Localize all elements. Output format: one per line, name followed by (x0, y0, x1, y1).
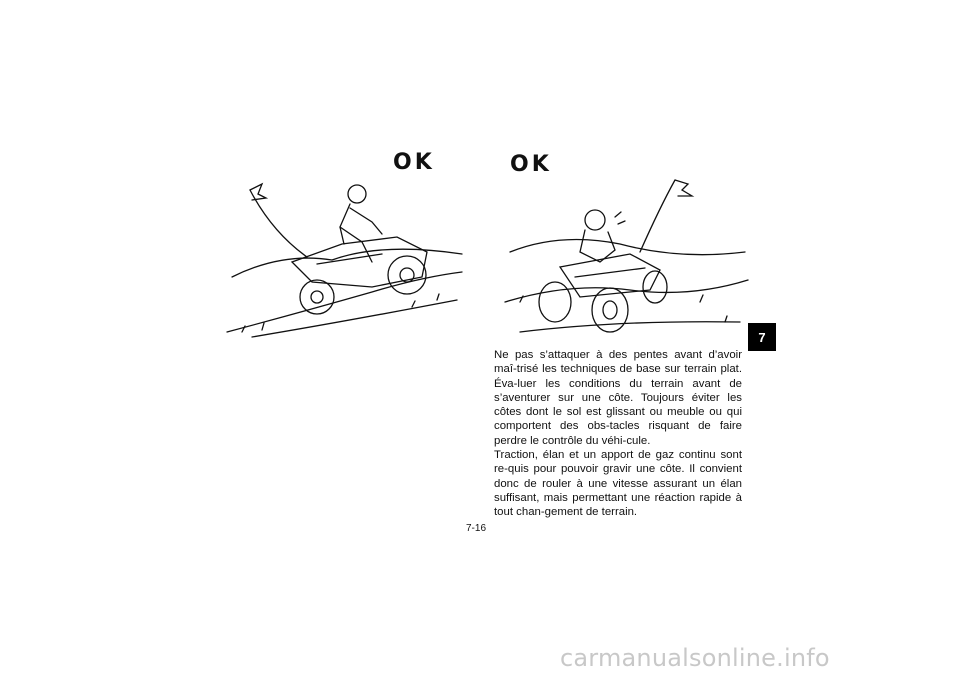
atv-uphill-illustration (222, 182, 464, 342)
ok-label-right: OK (510, 152, 552, 177)
ok-label-left: OK (393, 150, 435, 175)
watermark: carmanualsonline.info (560, 644, 830, 672)
chapter-tab: 7 (748, 323, 776, 351)
paragraph: Traction, élan et un apport de gaz continu sont re-quis pour pouvoir gravir une côte. Il convient donc de rouler à une vitesse assurant un élan suffisant, mais permettant une réaction rapide à tout chan-gement de terrain. (494, 449, 742, 519)
page-number: 7-16 (466, 523, 487, 534)
paragraph: Ne pas s’attaquer à des pentes avant d’avoir maî-trisé les techniques de base sur terrain plat. Éva-luer les conditions du terrain avant de s’aventurer sur une côte. Toujours éviter les côtes dont le sol est glissant ou meuble ou qui comportent des obs-tacles risquant de faire perdre le contrôle du véhi-cule. (494, 349, 742, 447)
body-text (494, 348, 742, 520)
atv-front-illustration (500, 172, 750, 340)
